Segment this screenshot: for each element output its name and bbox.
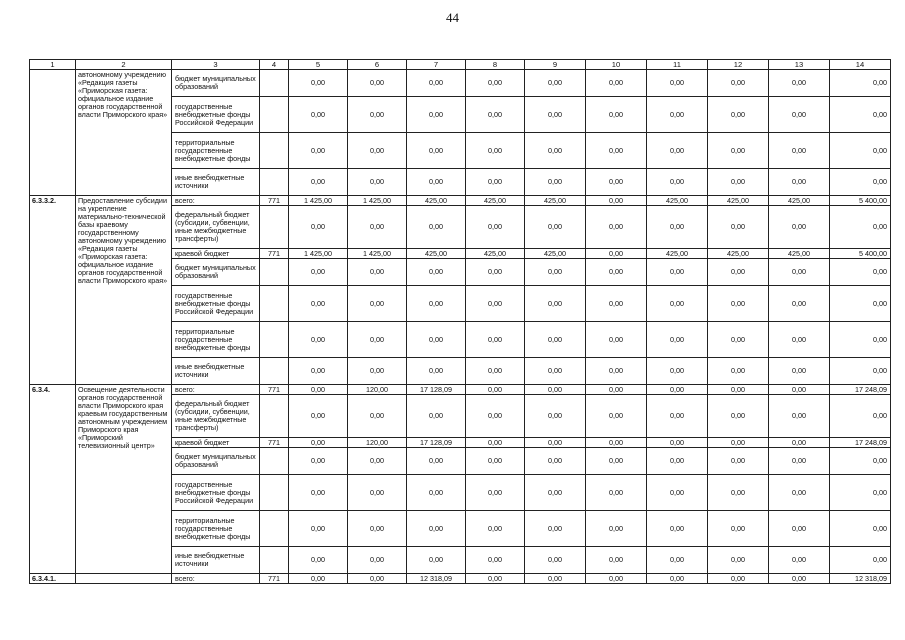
amount-cell: 0,00 bbox=[525, 206, 586, 249]
amount-cell: 0,00 bbox=[289, 574, 348, 584]
table-row bbox=[30, 385, 891, 395]
grbs-code: 771 bbox=[260, 249, 289, 259]
column-number-row bbox=[30, 60, 891, 70]
amount-cell: 0,00 bbox=[830, 286, 891, 322]
amount-cell: 0,00 bbox=[525, 358, 586, 385]
funding-source: бюджет муниципальных образований bbox=[172, 448, 260, 475]
amount-cell: 0,00 bbox=[348, 206, 407, 249]
amount-cell: 0,00 bbox=[647, 322, 708, 358]
amount-cell: 0,00 bbox=[769, 169, 830, 196]
amount-cell: 0,00 bbox=[769, 574, 830, 584]
amount-cell: 0,00 bbox=[830, 475, 891, 511]
amount-cell: 17 248,09 bbox=[830, 385, 891, 395]
amount-cell: 0,00 bbox=[466, 286, 525, 322]
amount-cell: 425,00 bbox=[708, 196, 769, 206]
amount-cell: 0,00 bbox=[289, 259, 348, 286]
funding-source: федеральный бюджет (субсидии, субвенции, иные межбюджетные трансферты) bbox=[172, 206, 260, 249]
amount-cell: 0,00 bbox=[289, 385, 348, 395]
amount-cell: 0,00 bbox=[830, 206, 891, 249]
amount-cell: 0,00 bbox=[708, 70, 769, 97]
amount-cell: 0,00 bbox=[348, 395, 407, 438]
funding-source: иные внебюджетные источники bbox=[172, 358, 260, 385]
amount-cell: 12 318,09 bbox=[407, 574, 466, 584]
funding-source: территориальные государственные внебюджетные фонды bbox=[172, 511, 260, 547]
grbs-code bbox=[260, 448, 289, 475]
amount-cell: 0,00 bbox=[647, 574, 708, 584]
grbs-code bbox=[260, 133, 289, 169]
amount-cell: 0,00 bbox=[407, 206, 466, 249]
amount-cell: 0,00 bbox=[407, 547, 466, 574]
amount-cell: 0,00 bbox=[466, 322, 525, 358]
amount-cell: 0,00 bbox=[348, 448, 407, 475]
amount-cell: 0,00 bbox=[708, 259, 769, 286]
amount-cell: 0,00 bbox=[830, 169, 891, 196]
amount-cell: 0,00 bbox=[647, 448, 708, 475]
amount-cell: 0,00 bbox=[708, 97, 769, 133]
amount-cell: 0,00 bbox=[708, 574, 769, 584]
item-code: 6.3.3.2. bbox=[30, 196, 76, 385]
amount-cell: 425,00 bbox=[407, 249, 466, 259]
amount-cell: 0,00 bbox=[466, 97, 525, 133]
amount-cell: 0,00 bbox=[525, 169, 586, 196]
funding-source: бюджет муниципальных образований bbox=[172, 70, 260, 97]
amount-cell: 0,00 bbox=[769, 448, 830, 475]
amount-cell: 0,00 bbox=[407, 97, 466, 133]
amount-cell: 0,00 bbox=[407, 286, 466, 322]
amount-cell: 0,00 bbox=[708, 547, 769, 574]
amount-cell: 0,00 bbox=[647, 97, 708, 133]
amount-cell: 0,00 bbox=[830, 70, 891, 97]
amount-cell: 0,00 bbox=[769, 395, 830, 438]
amount-cell: 0,00 bbox=[407, 395, 466, 438]
amount-cell: 0,00 bbox=[407, 511, 466, 547]
amount-cell: 0,00 bbox=[407, 133, 466, 169]
item-name bbox=[76, 574, 172, 584]
amount-cell: 0,00 bbox=[830, 511, 891, 547]
amount-cell: 0,00 bbox=[289, 448, 348, 475]
funding-source: бюджет муниципальных образований bbox=[172, 259, 260, 286]
amount-cell: 0,00 bbox=[407, 322, 466, 358]
amount-cell: 0,00 bbox=[407, 448, 466, 475]
amount-cell: 0,00 bbox=[466, 70, 525, 97]
funding-source: краевой бюджет bbox=[172, 249, 260, 259]
amount-cell: 0,00 bbox=[407, 169, 466, 196]
amount-cell: 0,00 bbox=[348, 322, 407, 358]
amount-cell: 0,00 bbox=[586, 358, 647, 385]
amount-cell: 0,00 bbox=[407, 475, 466, 511]
page-number: 44 bbox=[446, 10, 459, 25]
column-number: 2 bbox=[76, 60, 172, 70]
funding-source: государственные внебюджетные фонды Российской Федерации bbox=[172, 286, 260, 322]
amount-cell: 425,00 bbox=[647, 196, 708, 206]
grbs-code bbox=[260, 70, 289, 97]
amount-cell: 12 318,09 bbox=[830, 574, 891, 584]
amount-cell: 0,00 bbox=[407, 358, 466, 385]
funding-source: всего: bbox=[172, 196, 260, 206]
column-number: 9 bbox=[525, 60, 586, 70]
table-row bbox=[30, 70, 891, 97]
amount-cell: 0,00 bbox=[525, 70, 586, 97]
amount-cell: 0,00 bbox=[586, 448, 647, 475]
amount-cell: 0,00 bbox=[586, 249, 647, 259]
amount-cell: 0,00 bbox=[466, 438, 525, 448]
column-number: 13 bbox=[769, 60, 830, 70]
item-code: 6.3.4.1. bbox=[30, 574, 76, 584]
amount-cell: 0,00 bbox=[289, 358, 348, 385]
amount-cell: 0,00 bbox=[289, 322, 348, 358]
funding-source: всего: bbox=[172, 385, 260, 395]
amount-cell: 0,00 bbox=[769, 385, 830, 395]
amount-cell: 0,00 bbox=[830, 97, 891, 133]
amount-cell: 0,00 bbox=[647, 259, 708, 286]
funding-source: федеральный бюджет (субсидии, субвенции, иные межбюджетные трансферты) bbox=[172, 395, 260, 438]
grbs-code: 771 bbox=[260, 196, 289, 206]
amount-cell: 0,00 bbox=[466, 358, 525, 385]
table-row bbox=[30, 196, 891, 206]
amount-cell: 0,00 bbox=[466, 475, 525, 511]
amount-cell: 0,00 bbox=[769, 547, 830, 574]
amount-cell: 0,00 bbox=[525, 438, 586, 448]
funding-source: иные внебюджетные источники bbox=[172, 547, 260, 574]
amount-cell: 0,00 bbox=[708, 438, 769, 448]
grbs-code bbox=[260, 286, 289, 322]
amount-cell: 0,00 bbox=[830, 133, 891, 169]
amount-cell: 0,00 bbox=[830, 395, 891, 438]
table-body bbox=[30, 60, 891, 584]
amount-cell: 0,00 bbox=[348, 547, 407, 574]
amount-cell: 0,00 bbox=[708, 448, 769, 475]
amount-cell: 0,00 bbox=[525, 511, 586, 547]
amount-cell: 0,00 bbox=[407, 259, 466, 286]
amount-cell: 17 248,09 bbox=[830, 438, 891, 448]
amount-cell: 0,00 bbox=[348, 169, 407, 196]
amount-cell: 0,00 bbox=[525, 385, 586, 395]
column-number: 14 bbox=[830, 60, 891, 70]
grbs-code: 771 bbox=[260, 385, 289, 395]
amount-cell: 0,00 bbox=[708, 475, 769, 511]
amount-cell: 0,00 bbox=[647, 395, 708, 438]
funding-source: иные внебюджетные источники bbox=[172, 169, 260, 196]
amount-cell: 0,00 bbox=[525, 395, 586, 438]
amount-cell: 0,00 bbox=[466, 169, 525, 196]
column-number: 3 bbox=[172, 60, 260, 70]
amount-cell: 0,00 bbox=[586, 322, 647, 358]
amount-cell: 0,00 bbox=[586, 511, 647, 547]
amount-cell: 0,00 bbox=[289, 70, 348, 97]
amount-cell: 0,00 bbox=[586, 70, 647, 97]
grbs-code bbox=[260, 511, 289, 547]
amount-cell: 0,00 bbox=[586, 196, 647, 206]
amount-cell: 0,00 bbox=[586, 259, 647, 286]
funding-source: территориальные государственные внебюджетные фонды bbox=[172, 133, 260, 169]
funding-source: краевой бюджет bbox=[172, 438, 260, 448]
amount-cell: 0,00 bbox=[466, 574, 525, 584]
amount-cell: 17 128,09 bbox=[407, 385, 466, 395]
amount-cell: 425,00 bbox=[769, 196, 830, 206]
amount-cell: 0,00 bbox=[525, 322, 586, 358]
amount-cell: 0,00 bbox=[769, 322, 830, 358]
amount-cell: 0,00 bbox=[466, 547, 525, 574]
amount-cell: 120,00 bbox=[348, 385, 407, 395]
grbs-code bbox=[260, 358, 289, 385]
amount-cell: 0,00 bbox=[647, 70, 708, 97]
grbs-code: 771 bbox=[260, 574, 289, 584]
amount-cell: 120,00 bbox=[348, 438, 407, 448]
grbs-code bbox=[260, 475, 289, 511]
column-number: 10 bbox=[586, 60, 647, 70]
amount-cell: 0,00 bbox=[830, 322, 891, 358]
grbs-code bbox=[260, 206, 289, 249]
amount-cell: 1 425,00 bbox=[289, 196, 348, 206]
amount-cell: 0,00 bbox=[647, 547, 708, 574]
item-name: Предоставление субсидии на укрепление материально-технической базы краевому государственному автономному учреждению «Редакция газеты «Приморская газета: официальное издание органов государственной власти Приморского края» bbox=[76, 196, 172, 385]
column-number: 8 bbox=[466, 60, 525, 70]
amount-cell: 0,00 bbox=[769, 358, 830, 385]
amount-cell: 0,00 bbox=[289, 206, 348, 249]
amount-cell: 0,00 bbox=[708, 169, 769, 196]
amount-cell: 0,00 bbox=[289, 547, 348, 574]
grbs-code bbox=[260, 547, 289, 574]
amount-cell: 425,00 bbox=[525, 196, 586, 206]
funding-source: всего: bbox=[172, 574, 260, 584]
amount-cell: 0,00 bbox=[586, 385, 647, 395]
amount-cell: 0,00 bbox=[769, 475, 830, 511]
amount-cell: 0,00 bbox=[348, 574, 407, 584]
amount-cell: 0,00 bbox=[586, 574, 647, 584]
grbs-code bbox=[260, 395, 289, 438]
amount-cell: 0,00 bbox=[586, 438, 647, 448]
amount-cell: 0,00 bbox=[289, 475, 348, 511]
amount-cell: 425,00 bbox=[407, 196, 466, 206]
column-number: 1 bbox=[30, 60, 76, 70]
amount-cell: 0,00 bbox=[466, 133, 525, 169]
amount-cell: 0,00 bbox=[348, 70, 407, 97]
amount-cell: 425,00 bbox=[769, 249, 830, 259]
amount-cell: 425,00 bbox=[647, 249, 708, 259]
grbs-code bbox=[260, 169, 289, 196]
amount-cell: 0,00 bbox=[586, 206, 647, 249]
amount-cell: 0,00 bbox=[647, 358, 708, 385]
funding-source: государственные внебюджетные фонды Российской Федерации bbox=[172, 97, 260, 133]
amount-cell: 0,00 bbox=[348, 358, 407, 385]
amount-cell: 0,00 bbox=[647, 475, 708, 511]
amount-cell: 0,00 bbox=[586, 547, 647, 574]
amount-cell: 0,00 bbox=[289, 286, 348, 322]
amount-cell: 0,00 bbox=[289, 395, 348, 438]
amount-cell: 1 425,00 bbox=[348, 249, 407, 259]
amount-cell: 0,00 bbox=[289, 97, 348, 133]
amount-cell: 0,00 bbox=[289, 133, 348, 169]
amount-cell: 0,00 bbox=[708, 385, 769, 395]
amount-cell: 0,00 bbox=[769, 286, 830, 322]
amount-cell: 0,00 bbox=[647, 206, 708, 249]
column-number: 11 bbox=[647, 60, 708, 70]
item-code bbox=[30, 70, 76, 196]
amount-cell: 0,00 bbox=[769, 133, 830, 169]
amount-cell: 0,00 bbox=[289, 169, 348, 196]
amount-cell: 0,00 bbox=[525, 475, 586, 511]
table-row bbox=[30, 574, 891, 584]
amount-cell: 0,00 bbox=[348, 475, 407, 511]
column-number: 4 bbox=[260, 60, 289, 70]
amount-cell: 0,00 bbox=[708, 133, 769, 169]
item-name: Освещение деятельности органов государственной власти Приморского края краевым государственным автономным учреждением Приморского края «Приморский телевизионный центр» bbox=[76, 385, 172, 574]
amount-cell: 0,00 bbox=[647, 169, 708, 196]
funding-source: государственные внебюджетные фонды Российской Федерации bbox=[172, 475, 260, 511]
amount-cell: 425,00 bbox=[466, 249, 525, 259]
amount-cell: 0,00 bbox=[466, 206, 525, 249]
amount-cell: 0,00 bbox=[830, 547, 891, 574]
amount-cell: 0,00 bbox=[708, 322, 769, 358]
grbs-code bbox=[260, 97, 289, 133]
amount-cell: 0,00 bbox=[647, 133, 708, 169]
amount-cell: 0,00 bbox=[647, 438, 708, 448]
amount-cell: 0,00 bbox=[525, 286, 586, 322]
amount-cell: 0,00 bbox=[647, 511, 708, 547]
amount-cell: 425,00 bbox=[708, 249, 769, 259]
amount-cell: 0,00 bbox=[769, 259, 830, 286]
funding-source: территориальные государственные внебюджетные фонды bbox=[172, 322, 260, 358]
amount-cell: 0,00 bbox=[466, 259, 525, 286]
amount-cell: 0,00 bbox=[586, 169, 647, 196]
item-name: автономному учреждению «Редакция газеты «Приморская газета: официальное издание органов государственной власти Приморского края» bbox=[76, 70, 172, 196]
grbs-code: 771 bbox=[260, 438, 289, 448]
amount-cell: 0,00 bbox=[525, 547, 586, 574]
amount-cell: 0,00 bbox=[769, 70, 830, 97]
amount-cell: 0,00 bbox=[525, 259, 586, 286]
amount-cell: 0,00 bbox=[769, 206, 830, 249]
amount-cell: 0,00 bbox=[289, 511, 348, 547]
amount-cell: 0,00 bbox=[525, 133, 586, 169]
amount-cell: 0,00 bbox=[769, 97, 830, 133]
column-number: 12 bbox=[708, 60, 769, 70]
amount-cell: 0,00 bbox=[830, 259, 891, 286]
amount-cell: 0,00 bbox=[525, 448, 586, 475]
amount-cell: 0,00 bbox=[348, 133, 407, 169]
budget-table bbox=[29, 59, 891, 584]
amount-cell: 0,00 bbox=[525, 574, 586, 584]
amount-cell: 0,00 bbox=[348, 286, 407, 322]
amount-cell: 5 400,00 bbox=[830, 196, 891, 206]
amount-cell: 0,00 bbox=[647, 286, 708, 322]
amount-cell: 0,00 bbox=[525, 97, 586, 133]
amount-cell: 0,00 bbox=[289, 438, 348, 448]
amount-cell: 0,00 bbox=[647, 385, 708, 395]
amount-cell: 0,00 bbox=[830, 358, 891, 385]
item-code: 6.3.4. bbox=[30, 385, 76, 574]
amount-cell: 0,00 bbox=[586, 286, 647, 322]
amount-cell: 0,00 bbox=[586, 133, 647, 169]
amount-cell: 0,00 bbox=[348, 511, 407, 547]
amount-cell: 5 400,00 bbox=[830, 249, 891, 259]
amount-cell: 1 425,00 bbox=[348, 196, 407, 206]
amount-cell: 0,00 bbox=[466, 385, 525, 395]
column-number: 7 bbox=[407, 60, 466, 70]
amount-cell: 0,00 bbox=[586, 395, 647, 438]
grbs-code bbox=[260, 322, 289, 358]
column-number: 6 bbox=[348, 60, 407, 70]
amount-cell: 0,00 bbox=[348, 97, 407, 133]
amount-cell: 0,00 bbox=[830, 448, 891, 475]
amount-cell: 0,00 bbox=[708, 395, 769, 438]
amount-cell: 425,00 bbox=[525, 249, 586, 259]
amount-cell: 1 425,00 bbox=[289, 249, 348, 259]
amount-cell: 0,00 bbox=[586, 97, 647, 133]
column-number: 5 bbox=[289, 60, 348, 70]
amount-cell: 0,00 bbox=[466, 448, 525, 475]
amount-cell: 0,00 bbox=[586, 475, 647, 511]
amount-cell: 0,00 bbox=[466, 511, 525, 547]
amount-cell: 0,00 bbox=[708, 206, 769, 249]
amount-cell: 0,00 bbox=[708, 511, 769, 547]
amount-cell: 0,00 bbox=[407, 70, 466, 97]
grbs-code bbox=[260, 259, 289, 286]
amount-cell: 0,00 bbox=[466, 395, 525, 438]
amount-cell: 17 128,09 bbox=[407, 438, 466, 448]
amount-cell: 425,00 bbox=[466, 196, 525, 206]
amount-cell: 0,00 bbox=[769, 438, 830, 448]
amount-cell: 0,00 bbox=[708, 358, 769, 385]
amount-cell: 0,00 bbox=[769, 511, 830, 547]
amount-cell: 0,00 bbox=[348, 259, 407, 286]
amount-cell: 0,00 bbox=[708, 286, 769, 322]
